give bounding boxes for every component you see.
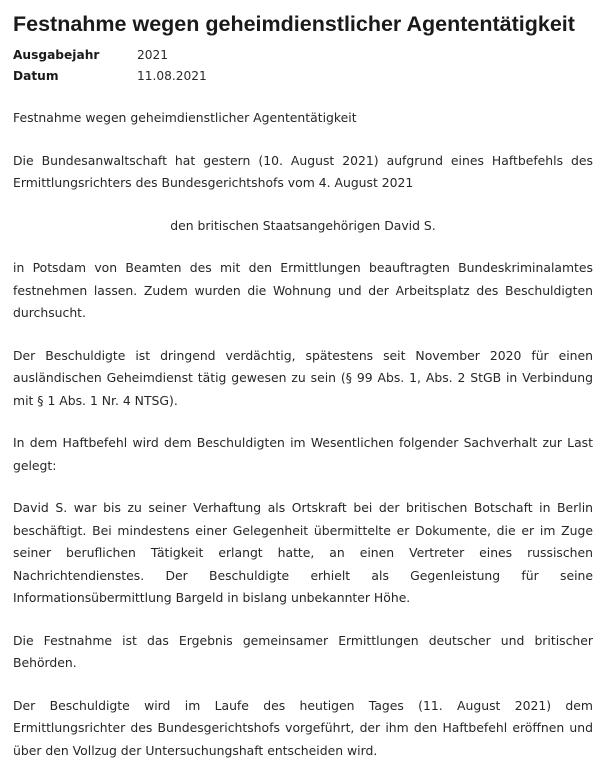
paragraph-facts: David S. war bis zu seiner Verhaftung als Ortskraft bei der britischen Botschaft in Berlin beschäftigt. Bei mindestens einer Gelegenheit übermittelte er Dokumente, die er im Zuge seiner beruflichen Tätigkeit erlangt hatte, an einen Vertreter eines russischen Nachrichtendienstes. Der Beschuldigte erhielt als Gegenleistung für seine Informationsübermittlung Bargeld in bislang unbekannter Höhe. bbox=[13, 500, 593, 605]
meta-year-value: 2021 bbox=[137, 48, 169, 62]
meta-year-label: Ausgabejahr bbox=[13, 48, 100, 62]
paragraph-suspect-name: den britischen Staatsangehörigen David S. bbox=[170, 217, 436, 233]
page-title: Festnahme wegen geheimdienstlicher Agententätigkeit bbox=[13, 12, 575, 36]
paragraph-joint-investigation: Die Festnahme ist das Ergebnis gemeinsamer Ermittlungen deutscher und britischer Behörden. bbox=[13, 632, 593, 670]
paragraph-warrant: In dem Haftbefehl wird dem Beschuldigten im Wesentlichen folgender Sachverhalt zur Last gelegt: bbox=[13, 435, 593, 473]
metadata-table bbox=[13, 47, 593, 85]
paragraph-subtitle: Festnahme wegen geheimdienstlicher Agententätigkeit bbox=[13, 110, 357, 125]
meta-date-label: Datum bbox=[13, 69, 59, 83]
meta-date-value: 11.08.2021 bbox=[137, 69, 207, 83]
paragraph-arrest-intro: Die Bundesanwaltschaft hat gestern (10. August 2021) aufgrund eines Haftbefehls des Ermittlungsrichters des Bundesgerichtshofs vom 4. August 2021 bbox=[13, 152, 593, 190]
article-body bbox=[13, 107, 593, 762]
paragraph-suspicion: Der Beschuldigte ist dringend verdächtig, spätestens seit November 2020 für einen ausländischen Geheimdienst tätig gewesen zu sein (§ 99 Abs. 1, Abs. 2 StGB in Verbindung mit § 1 Abs. 1 Nr. 4 NTSG). bbox=[13, 347, 593, 408]
paragraph-arrest-location: in Potsdam von Beamten des mit den Ermittlungen beauftragten Bundeskriminalamtes festnehmen lassen. Zudem wurden die Wohnung und der Arbeitsplatz des Beschuldigten durchsucht. bbox=[13, 260, 593, 320]
paragraph-next-steps: Der Beschuldigte wird im Laufe des heutigen Tages (11. August 2021) dem Ermittlungsrichter des Bundesgerichtshofs vorgeführt, der ihm den Haftbefehl eröffnen und über den Vollzug der Untersuchungshaft entscheiden wird. bbox=[13, 697, 593, 758]
